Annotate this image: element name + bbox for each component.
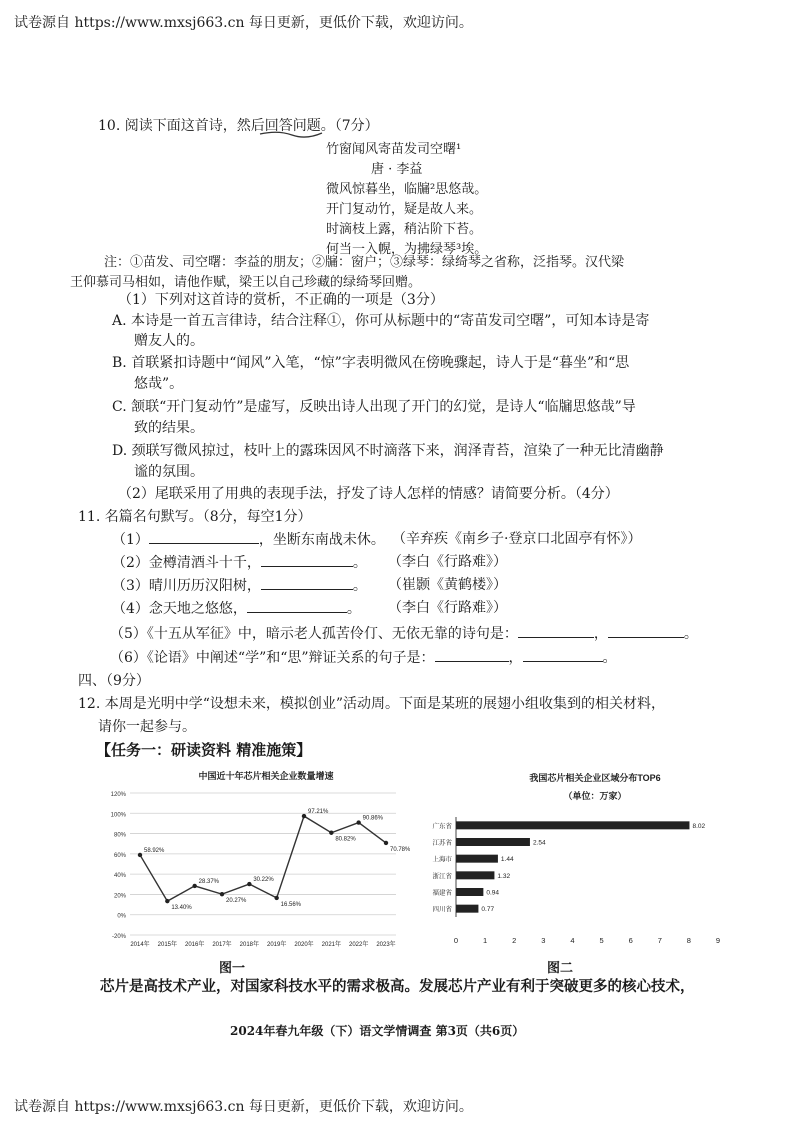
poem-note: 注：①苗发、司空曙：李益的朋友；②牖：窗户；③绿琴：绿绮琴之省称，泛指琴。汉代梁 xyxy=(104,255,625,270)
x-tick-label: 7 xyxy=(657,936,662,945)
data-point xyxy=(384,841,388,845)
data-point xyxy=(302,814,306,818)
q11-source-4: （李白《行路难》） xyxy=(388,600,507,616)
data-label: 1.44 xyxy=(500,856,514,864)
data-label: 16.56% xyxy=(280,901,302,908)
answer-blank[interactable] xyxy=(518,623,594,638)
poem-line: 开门复动竹，疑是故人来。 xyxy=(326,202,483,217)
data-label: 0.77 xyxy=(481,906,495,914)
page-footer: 2024年春九年级（下）语文学情调查 第3页（共6页） xyxy=(230,1024,525,1038)
figure-caption: 图一 xyxy=(219,961,246,976)
x-tick-label: 2 xyxy=(512,936,517,945)
data-point xyxy=(274,896,278,900)
x-tick-label: 9 xyxy=(715,936,721,945)
data-point xyxy=(329,831,333,835)
q12-line2: 请你一起参与。 xyxy=(98,719,196,735)
bar xyxy=(456,855,498,863)
q11-item-6: （6）《论语》中阐述“学”和“思”辩证关系的句子是： ， 。 xyxy=(110,647,617,668)
y-tick-label: 100% xyxy=(110,812,126,819)
category-label: 江苏省 xyxy=(432,839,452,847)
category-label: 上海市 xyxy=(432,856,452,864)
series-line xyxy=(140,816,386,901)
data-point xyxy=(138,853,142,857)
poem-line: 何当一入幌，为拂绿琴³埃。 xyxy=(326,242,488,257)
data-label: 58.92% xyxy=(144,847,165,854)
x-tick-label: 2014年 xyxy=(130,942,150,948)
y-tick-label: 60% xyxy=(113,852,126,859)
x-tick-label: 2015年 xyxy=(157,942,178,948)
chart-subtitle: （单位：万家） xyxy=(563,791,627,801)
data-label: 13.40% xyxy=(171,905,192,912)
data-point xyxy=(356,820,360,824)
y-tick-label: 80% xyxy=(113,832,126,839)
q11-item-2: （2）金樽清酒斗十千， 。 xyxy=(112,552,367,573)
q10-title: 10. 阅读下面这首诗，然后回答问题。（7分） xyxy=(98,118,379,134)
category-label: 浙江省 xyxy=(432,872,452,880)
q11-item-1: （1） ，坐断东南战未休。 xyxy=(112,529,385,550)
x-tick-label: 8 xyxy=(686,936,691,945)
option-d: D. 颈联写微风掠过，枝叶上的露珠因风不时滴落下来，润泽青苔，渲染了一种无比清幽静 xyxy=(112,443,664,459)
data-label: 0.94 xyxy=(486,889,500,897)
watermark-bottom: 试卷源自 https://www.mxsj663.cn 每日更新，更低价下载，欢迎访问。 xyxy=(14,1099,473,1115)
option-b: B. 首联紧扣诗题中“闻风”入笔，“惊”字表明微风在傍晚骤起，诗人于是“暮坐”和“思 xyxy=(112,355,630,371)
option-a: A. 本诗是一首五言律诗，结合注释①，你可从标题中的“寄苗发司空曙”，可知本诗是寄 xyxy=(112,313,650,329)
option-d-cont: 谧的氛围。 xyxy=(134,464,204,480)
bar xyxy=(456,838,530,846)
y-tick-label: 20% xyxy=(113,893,126,900)
data-label: 1.32 xyxy=(497,872,511,880)
q12-line1: 12. 本周是光明中学“设想未来，模拟创业”活动周。下面是某班的展翅小组收集到的相关材料， xyxy=(78,696,666,712)
x-tick-label: 2021年 xyxy=(321,942,342,948)
section-heading: 四、（9分） xyxy=(78,673,150,689)
data-label: 80.82% xyxy=(335,836,356,843)
x-tick-label: 2016年 xyxy=(184,942,205,948)
poem-title: 竹窗闻风寄苗发司空曙¹ xyxy=(326,142,462,157)
bar xyxy=(456,821,689,829)
data-label: 8.02 xyxy=(692,822,706,830)
category-label: 福建省 xyxy=(432,889,452,897)
data-point xyxy=(165,899,169,903)
figure-caption: 图二 xyxy=(547,961,574,976)
option-c-cont: 致的结果。 xyxy=(134,420,204,436)
q10-sub2: （2）尾联采用了用典的表现手法，抒发了诗人怎样的情感？请简要分析。（4分） xyxy=(118,486,619,502)
y-tick-label: -20% xyxy=(111,934,126,940)
category-label: 四川省 xyxy=(432,906,452,914)
x-tick-label: 2023年 xyxy=(376,942,396,948)
data-label: 2.54 xyxy=(532,839,546,847)
q11-source-3: （崔颢《黄鹤楼》） xyxy=(388,577,507,593)
q11-item-4: （4）念天地之悠悠， 。 xyxy=(112,598,361,619)
y-tick-label: 120% xyxy=(110,792,126,798)
poem-note: 王仰慕司马相如，请他作赋，梁王以自己珍藏的绿绮琴回赠。 xyxy=(70,275,422,290)
body-paragraph: 芯片是高技术产业，对国家科技水平的需求极高。发展芯片产业有利于突破更多的核心技术， xyxy=(100,978,695,995)
chart-title: 我国芯片相关企业区域分布TOP6 xyxy=(529,773,661,783)
x-tick-label: 5 xyxy=(599,936,604,945)
x-tick-label: 2022年 xyxy=(348,942,369,948)
x-tick-label: 1 xyxy=(483,936,488,945)
line-chart xyxy=(96,765,410,955)
q11-title: 11. 名篇名句默写。（8分，每空1分） xyxy=(78,509,312,525)
answer-blank[interactable] xyxy=(149,529,259,544)
x-tick-label: 2020年 xyxy=(294,942,314,948)
data-label: 20.27% xyxy=(226,898,247,905)
bar xyxy=(456,888,483,896)
answer-blank[interactable] xyxy=(247,598,347,613)
watermark-top: 试卷源自 https://www.mxsj663.cn 每日更新，更低价下载，欢迎访问。 xyxy=(14,15,473,31)
q10-sub1: （1）下列对这首诗的赏析，不正确的一项是（3分） xyxy=(118,292,444,308)
data-label: 70.78% xyxy=(390,846,410,853)
bar-chart xyxy=(420,765,730,955)
data-label: 30.22% xyxy=(253,877,274,884)
option-c: C. 颔联“开门复动竹”是虚写，反映出诗人出现了开门的幻觉，是诗人“临牖思悠哉”导 xyxy=(112,399,636,415)
poem-line: 微风惊暮坐，临牖²思悠哉。 xyxy=(326,182,488,197)
data-point xyxy=(192,884,196,888)
data-label: 90.86% xyxy=(362,815,384,822)
answer-blank[interactable] xyxy=(435,647,509,662)
data-point xyxy=(247,882,251,886)
poem-line: 时滴枝上露，稍沾阶下苔。 xyxy=(326,222,483,237)
q11-item-5: （5）《十五从军征》中，暗示老人孤苦伶仃、无依无靠的诗句是： ， 。 xyxy=(110,623,698,644)
q11-item-3: （3）晴川历历汉阳树， 。 xyxy=(112,575,367,596)
poem-author: 唐 · 李益 xyxy=(371,162,423,177)
chart-title: 中国近十年芯片相关企业数量增速 xyxy=(198,771,334,781)
q11-source-2: （李白《行路难》） xyxy=(388,554,507,570)
category-label: 广东省 xyxy=(432,822,452,830)
x-tick-label: 4 xyxy=(570,936,575,945)
answer-blank[interactable] xyxy=(608,623,684,638)
x-tick-label: 2018年 xyxy=(239,942,260,948)
answer-blank[interactable] xyxy=(523,647,603,662)
x-tick-label: 3 xyxy=(541,936,546,945)
bar xyxy=(456,871,494,879)
option-b-cont: 悠哉”。 xyxy=(134,376,184,392)
data-label: 97.21% xyxy=(308,809,329,816)
x-tick-label: 2019年 xyxy=(266,942,287,948)
x-tick-label: 6 xyxy=(628,936,633,945)
q11-source-1: （辛弃疾《南乡子·登京口北固亭有怀》） xyxy=(392,531,642,547)
answer-blank[interactable] xyxy=(261,575,353,590)
x-tick-label: 2017年 xyxy=(212,942,232,948)
y-tick-label: 40% xyxy=(113,873,126,880)
option-a-cont: 赠友人的。 xyxy=(134,333,204,349)
task-heading: 【任务一：研读资料 精准施策】 xyxy=(96,741,312,759)
underline-mark xyxy=(258,130,324,138)
answer-blank[interactable] xyxy=(261,552,353,567)
data-point xyxy=(220,892,224,896)
bar xyxy=(456,905,478,913)
y-tick-label: 0% xyxy=(117,913,126,920)
data-label: 28.37% xyxy=(198,878,220,885)
x-tick-label: 0 xyxy=(453,936,459,945)
